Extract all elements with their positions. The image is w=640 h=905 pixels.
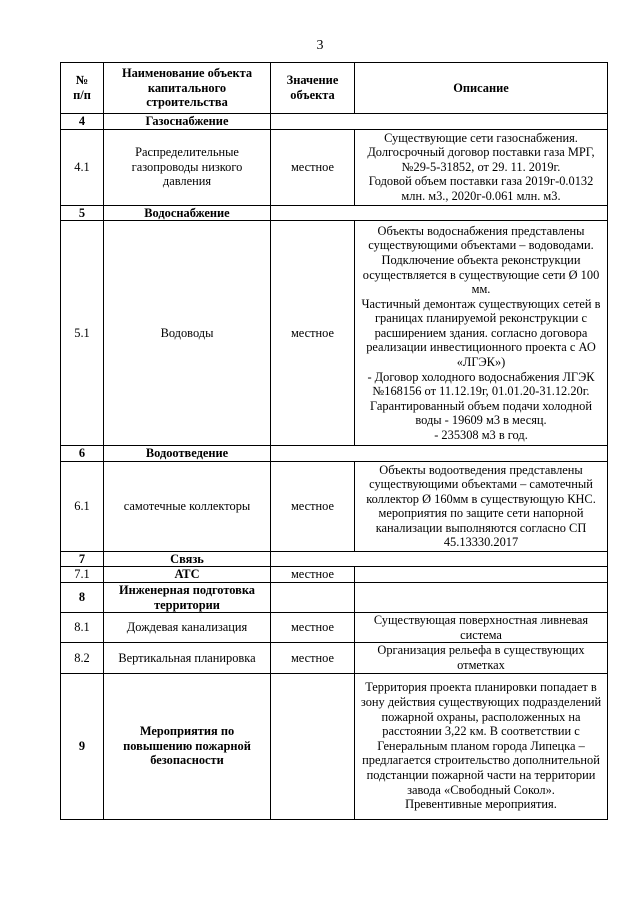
row-description: Объекты водоснабжения представлены существующими объектами – водоводами. Подключение объекта реконструкции осуществляется в существующие сети Ø 100 мм. Частичный демонтаж существующих сетей в границах планируемой реконструкции с расширением здания. согласно договора реализации инвестиционного проекта с АО «ЛГЭК») - Договор холодного водоснабжения ЛГЭК №168156 от 11.12.19г, 01.01.20-31.12.20г. Гарантированный объем подачи холодной воды - 19609 м3 в месяц. - 235308 м3 в год. [355,221,608,446]
row-name: Распределительные газопроводы низкого давления [104,129,271,205]
row-significance: местное [271,461,355,551]
header-name: Наименование объекта капитального строительства [104,63,271,114]
table-header-row [61,63,608,114]
row-num: 8.2 [61,643,104,673]
row-significance: местное [271,613,355,643]
table-row [61,567,608,583]
row-significance: местное [271,643,355,673]
row-num: 5.1 [61,221,104,446]
section-title: Газоснабжение [104,114,271,130]
section-row-water [61,205,608,221]
row-name: Водоводы [104,221,271,446]
row-num: 6.1 [61,461,104,551]
row-significance: местное [271,221,355,446]
row-description: Существующие сети газоснабжения. Долгосрочный договор поставки газа МРГ, №29-5-31852, от 29. 11. 2019г. Годовой объем поставки газа 2019г-0.0132 млн. м3., 2020г-0.061 млн. м3. [355,129,608,205]
table-row [61,221,608,446]
header-significance: Значение объекта [271,63,355,114]
row-description: Организация рельефа в существующих отметках [355,643,608,673]
section-title: Водоотведение [104,446,271,462]
section-num: 4 [61,114,104,130]
section-num: 7 [61,551,104,567]
table-row [61,461,608,551]
section-row-communication [61,551,608,567]
section-num: 6 [61,446,104,462]
row-description: Существующая поверхностная ливневая система [355,613,608,643]
row-name: Мероприятия по повышению пожарной безопасности [104,673,271,819]
table-row [61,129,608,205]
row-description: Объекты водоотведения представлены существующими объектами – самотечный коллектор Ø 160мм в существующую КНС. мероприятия по защите сети напорной канализации выполняются согласно СП 45.13330.2017 [355,461,608,551]
header-description: Описание [355,63,608,114]
row-num: 9 [61,673,104,819]
row-num: 7.1 [61,567,104,583]
table-row [61,643,608,673]
table-row [61,613,608,643]
row-name: АТС [104,567,271,583]
row-significance: местное [271,129,355,205]
row-name: Вертикальная планировка [104,643,271,673]
row-significance: местное [271,567,355,583]
header-num: № п/п [61,63,104,114]
row-description: Территория проекта планировки попадает в зону действия существующих подразделений пожарной охраны, расположенных на расстоянии 3,22 км. В соответствии с Генеральным планом города Липецка – предлагается строительство дополнительной подстанции пожарной части на территории завода «Свободный Сокол». Превентивные мероприятия. [355,673,608,819]
row-num: 8.1 [61,613,104,643]
table-row [61,673,608,819]
section-title: Связь [104,551,271,567]
section-row-gas [61,114,608,130]
row-num: 4.1 [61,129,104,205]
row-name: самотечные коллекторы [104,461,271,551]
section-title: Инженерная подготовка территории [104,582,271,612]
section-row-sewer [61,446,608,462]
capital-objects-table [60,62,608,820]
section-title: Водоснабжение [104,205,271,221]
row-significance [271,673,355,819]
row-description [355,567,608,583]
row-name: Дождевая канализация [104,613,271,643]
page-number: 3 [316,38,324,53]
section-row-engineering [61,582,608,612]
section-num: 5 [61,205,104,221]
section-num: 8 [61,582,104,612]
